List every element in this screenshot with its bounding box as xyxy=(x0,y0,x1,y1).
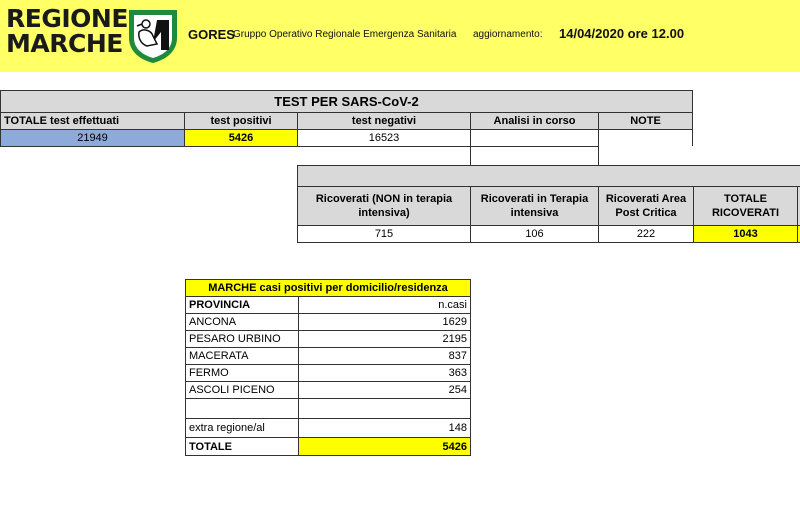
province-row-cases: 837 xyxy=(298,347,471,365)
province-row-cases: 1629 xyxy=(298,313,471,331)
tests-col-total: TOTALE test effettuati xyxy=(0,112,185,130)
province-row-name: ANCONA xyxy=(185,313,299,331)
tests-col-negative: test negativi xyxy=(297,112,471,130)
tests-col-positive: test positivi xyxy=(184,112,298,130)
update-label: aggiornamento: xyxy=(473,29,543,40)
province-row-cases: 363 xyxy=(298,364,471,382)
province-total-label: TOTALE xyxy=(185,437,299,456)
hospital-total-value: 1043 xyxy=(693,225,798,243)
province-title: MARCHE casi positivi per domicilio/residenza xyxy=(185,279,471,297)
hospital-non-icu-value: 715 xyxy=(297,225,471,243)
hospital-col-post-critical: Ricoverati Area Post Critica xyxy=(598,186,694,226)
org-full-name: Gruppo Operativo Regionale Emergenza Sanitaria xyxy=(233,29,457,40)
province-row-name: FERMO xyxy=(185,364,299,382)
hospital-icu-value: 106 xyxy=(470,225,599,243)
logo-line-1: REGIONE xyxy=(6,4,128,33)
hospital-col-icu: Ricoverati in Terapia intensiva xyxy=(470,186,599,226)
province-row-cases xyxy=(298,398,471,419)
province-row-name: MACERATA xyxy=(185,347,299,365)
tests-spacer-cell xyxy=(470,146,599,166)
province-total-value: 5426 xyxy=(298,437,471,456)
province-row-name: PESARO URBINO xyxy=(185,330,299,348)
hospital-col-total: TOTALE RICOVERATI xyxy=(693,186,798,226)
tests-col-in-progress: Analisi in corso xyxy=(470,112,599,130)
hospital-col-non-icu: Ricoverati (NON in terapia intensiva) xyxy=(297,186,471,226)
tests-spacer-cell-2 xyxy=(598,146,693,166)
tests-total-value: 21949 xyxy=(0,129,185,147)
province-row-name: ASCOLI PICENO xyxy=(185,381,299,399)
province-col-cases: n.casi xyxy=(298,296,471,314)
tests-negative-value: 16523 xyxy=(297,129,471,147)
province-row-cases: 2195 xyxy=(298,330,471,348)
province-col-name: PROVINCIA xyxy=(185,296,299,314)
hospital-post-critical-value: 222 xyxy=(598,225,694,243)
update-value: 14/04/2020 ore 12.00 xyxy=(559,26,685,41)
tests-in-progress-value xyxy=(470,129,599,147)
tests-positive-value: 5426 xyxy=(184,129,298,147)
tests-col-notes: NOTE xyxy=(598,112,693,130)
province-row-name: extra regione/al xyxy=(185,418,299,438)
region-shield-icon xyxy=(127,8,179,64)
tests-notes-value xyxy=(598,129,693,147)
province-row-cases: 148 xyxy=(298,418,471,438)
province-row-cases: 254 xyxy=(298,381,471,399)
province-row-name xyxy=(185,398,299,419)
tests-title: TEST PER SARS-CoV-2 xyxy=(0,90,693,113)
logo-line-2: MARCHE xyxy=(6,29,123,58)
hospital-title-bar xyxy=(297,165,800,187)
org-short-name: GORES xyxy=(188,27,235,42)
header-banner xyxy=(0,0,800,72)
region-logo-text xyxy=(6,6,128,56)
